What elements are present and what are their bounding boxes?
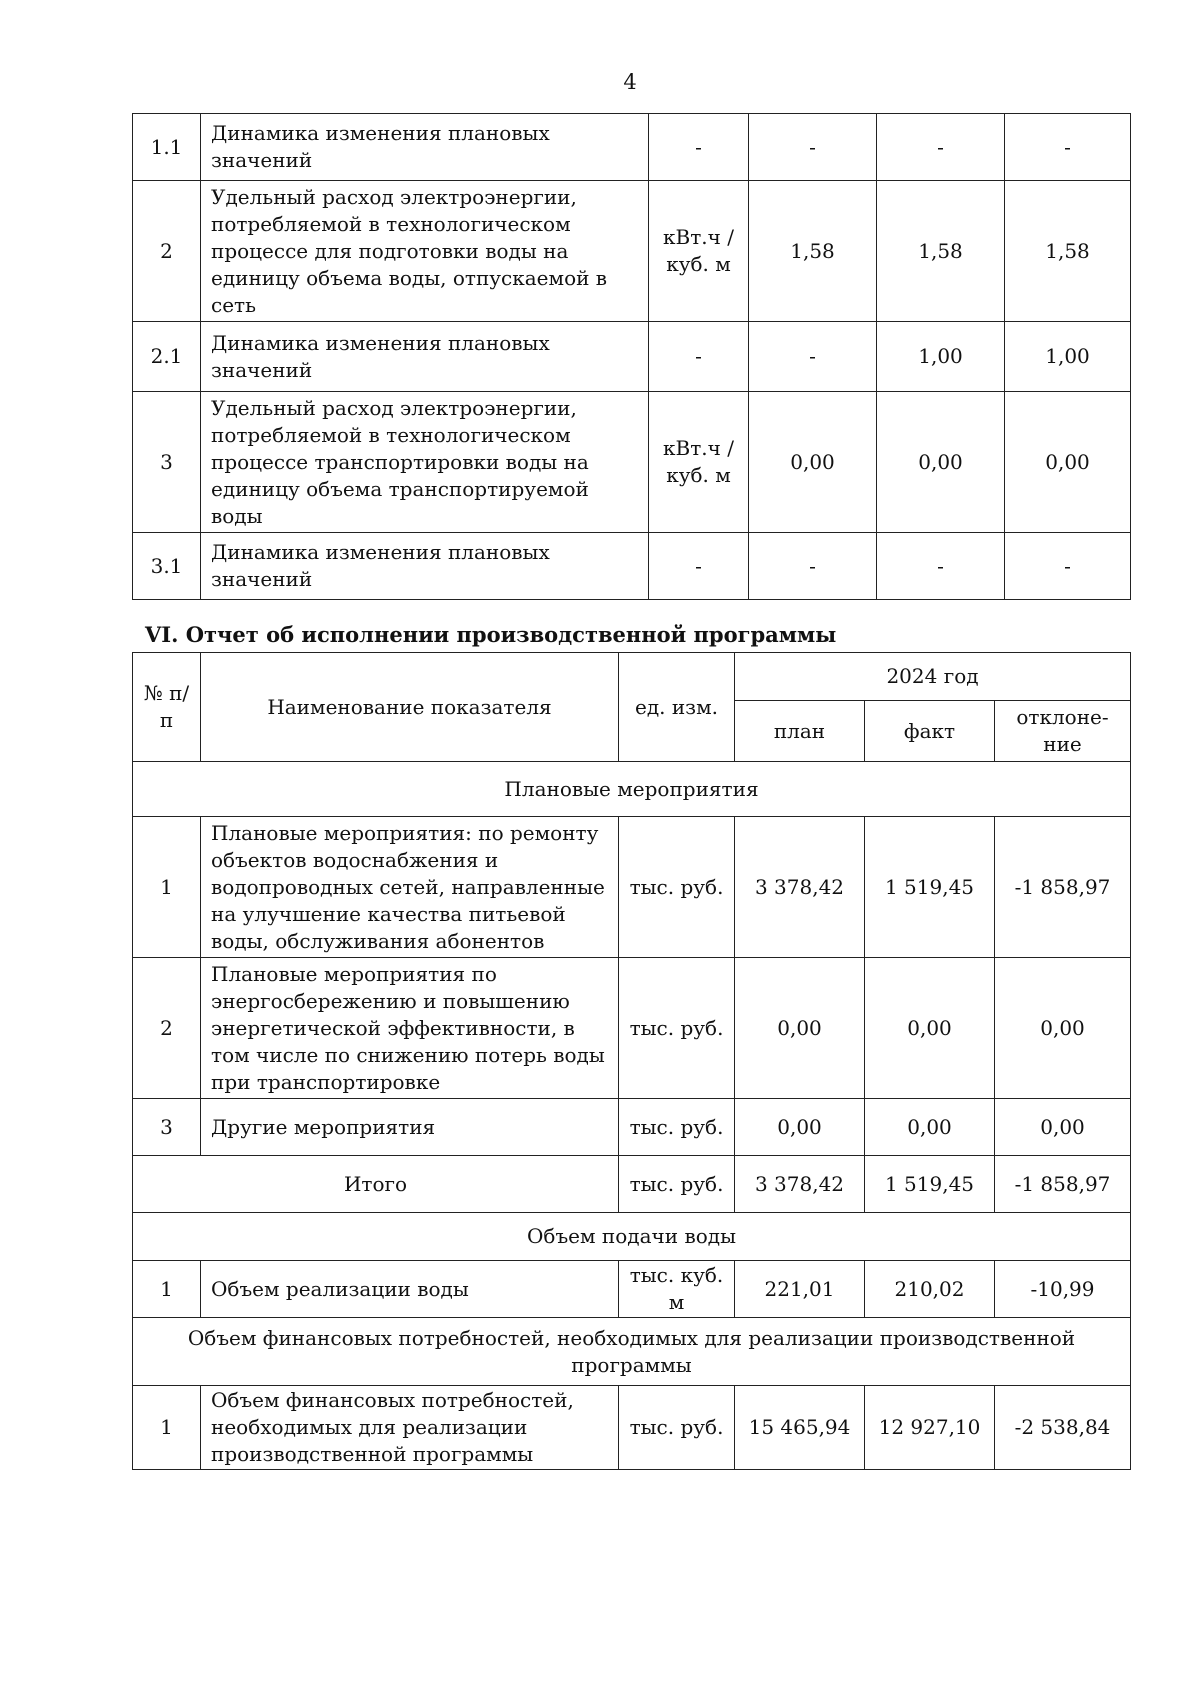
header-row (133, 653, 1131, 701)
table-row (133, 392, 1131, 533)
group-title-row (133, 1318, 1131, 1386)
table-row (133, 181, 1131, 322)
row-value: 1,00 (1005, 322, 1131, 392)
row-value: 0,00 (877, 392, 1005, 533)
row-deviation: -10,99 (995, 1261, 1131, 1318)
row-value: 1,00 (877, 322, 1005, 392)
row-fact: 0,00 (865, 958, 995, 1099)
row-name: Другие мероприятия (201, 1099, 619, 1156)
row-value: - (749, 322, 877, 392)
row-unit: тыс. руб. (619, 958, 735, 1099)
table-row (133, 1261, 1131, 1318)
table-row (133, 533, 1131, 600)
header-num: № п/п (133, 653, 201, 762)
row-plan: 221,01 (735, 1261, 865, 1318)
header-deviation: отклоне-ние (995, 701, 1131, 762)
row-deviation: 0,00 (995, 1099, 1131, 1156)
row-unit: тыс. руб. (619, 1099, 735, 1156)
row-value: - (877, 533, 1005, 600)
table-row (133, 817, 1131, 958)
row-value: - (749, 114, 877, 181)
table-row (133, 958, 1131, 1099)
row-unit: тыс. руб. (619, 817, 735, 958)
row-name: Динамика изменения плановых значений (201, 322, 649, 392)
row-number: 2 (133, 958, 201, 1099)
table-row (133, 1099, 1131, 1156)
total-row (133, 1156, 1131, 1213)
group-title: Объем подачи воды (133, 1213, 1131, 1261)
row-name: Динамика изменения плановых значений (201, 533, 649, 600)
row-value: 0,00 (749, 392, 877, 533)
table-row (133, 114, 1131, 181)
group-title-row (133, 762, 1131, 817)
row-name: Удельный расход электроэнергии, потребляемой в технологическом процессе для подготовки воды на единицу объема воды, отпускаемой в сеть (201, 181, 649, 322)
row-number: 1 (133, 817, 201, 958)
row-deviation: 0,00 (995, 958, 1131, 1099)
group-title: Плановые мероприятия (133, 762, 1131, 817)
total-fact: 1 519,45 (865, 1156, 995, 1213)
section-title: VI. Отчет об исполнении производственной программы (145, 622, 837, 647)
row-unit: - (649, 322, 749, 392)
row-fact: 1 519,45 (865, 817, 995, 958)
group-title: Объем финансовых потребностей, необходимых для реализации производственной программы (133, 1318, 1131, 1386)
row-fact: 12 927,10 (865, 1386, 995, 1470)
total-plan: 3 378,42 (735, 1156, 865, 1213)
row-deviation: -1 858,97 (995, 817, 1131, 958)
row-value: - (1005, 114, 1131, 181)
program-report-table (132, 652, 1131, 1470)
row-unit: тыс. руб. (619, 1386, 735, 1470)
row-name: Плановые мероприятия по энергосбережению и повышению энергетической эффективности, в том числе по снижению потерь воды при транспортировке (201, 958, 619, 1099)
header-fact: факт (865, 701, 995, 762)
row-value: - (877, 114, 1005, 181)
row-fact: 210,02 (865, 1261, 995, 1318)
header-unit: ед. изм. (619, 653, 735, 762)
row-number: 3 (133, 1099, 201, 1156)
row-number: 3 (133, 392, 201, 533)
header-name: Наименование показателя (201, 653, 619, 762)
row-value: 1,58 (749, 181, 877, 322)
header-plan: план (735, 701, 865, 762)
table-row (133, 1386, 1131, 1470)
row-number: 3.1 (133, 533, 201, 600)
header-year: 2024 год (735, 653, 1131, 701)
row-value: 1,58 (877, 181, 1005, 322)
row-name: Динамика изменения плановых значений (201, 114, 649, 181)
row-number: 1 (133, 1386, 201, 1470)
row-name: Плановые мероприятия: по ремонту объектов водоснабжения и водопроводных сетей, направленные на улучшение качества питьевой воды, обслуживания абонентов (201, 817, 619, 958)
row-name: Объем финансовых потребностей, необходимых для реализации производственной программы (201, 1386, 619, 1470)
indicators-table (132, 113, 1131, 600)
row-unit: - (649, 114, 749, 181)
total-deviation: -1 858,97 (995, 1156, 1131, 1213)
row-number: 1.1 (133, 114, 201, 181)
row-plan: 0,00 (735, 958, 865, 1099)
row-unit: тыс. куб. м (619, 1261, 735, 1318)
row-value: 0,00 (1005, 392, 1131, 533)
row-unit: - (649, 533, 749, 600)
group-title-row (133, 1213, 1131, 1261)
row-value: - (1005, 533, 1131, 600)
row-name: Объем реализации воды (201, 1261, 619, 1318)
table-row (133, 322, 1131, 392)
row-fact: 0,00 (865, 1099, 995, 1156)
row-number: 2 (133, 181, 201, 322)
total-unit: тыс. руб. (619, 1156, 735, 1213)
row-unit: кВт.ч / куб. м (649, 392, 749, 533)
row-number: 1 (133, 1261, 201, 1318)
row-plan: 3 378,42 (735, 817, 865, 958)
row-unit: кВт.ч / куб. м (649, 181, 749, 322)
page-number: 4 (623, 70, 637, 94)
row-number: 2.1 (133, 322, 201, 392)
row-plan: 0,00 (735, 1099, 865, 1156)
row-name: Удельный расход электроэнергии, потребляемой в технологическом процессе транспортировки воды на единицу объема транспортируемой воды (201, 392, 649, 533)
row-plan: 15 465,94 (735, 1386, 865, 1470)
row-value: - (749, 533, 877, 600)
row-value: 1,58 (1005, 181, 1131, 322)
total-label: Итого (133, 1156, 619, 1213)
row-deviation: -2 538,84 (995, 1386, 1131, 1470)
